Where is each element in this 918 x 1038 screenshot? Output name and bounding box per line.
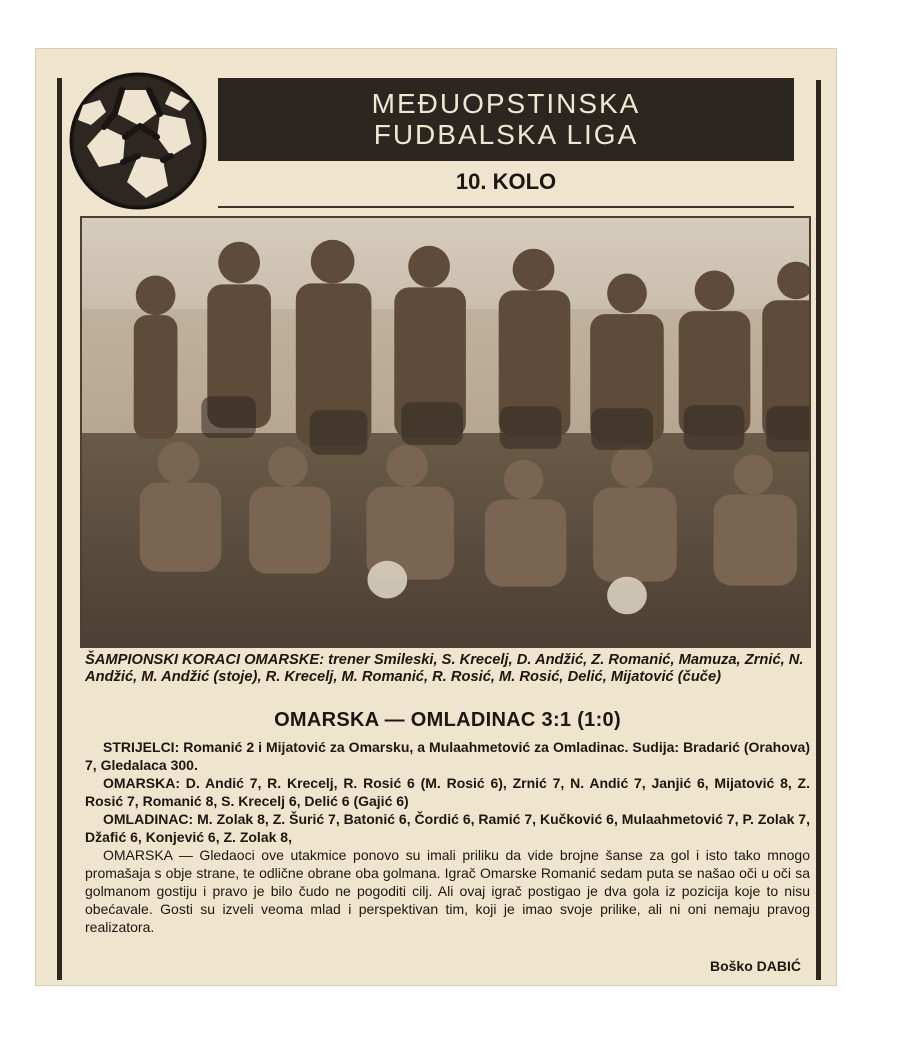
left-column-rule <box>57 78 62 980</box>
omarska-lineup-paragraph: OMARSKA: D. Andić 7, R. Krecelj, R. Rosić 6 (M. Rosić 6), Zrnić 7, N. Andić 7, Janjić 6, Mijatović 8, Z. Rosić 7, Romanić 8, S. Krecelj 6, Delić 6 (Gajić 6) <box>85 775 810 809</box>
photo-caption <box>85 652 810 686</box>
match-score-heading: OMARSKA — OMLADINAC 3:1 (1:0) <box>274 709 621 731</box>
right-column-rule <box>816 80 821 980</box>
scorers-paragraph: STRIJELCI: Romanić 2 i Mijatović za Omarsku, a Mulaahmetović za Omladinac. Sudija: Bradarić (Orahova) 7, Gledalaca 300. <box>85 739 810 773</box>
league-title-line-1: MEĐUOPSTINSKA <box>371 88 641 119</box>
league-title-line-2: FUDBALSKA LIGA <box>373 119 639 150</box>
newspaper-clipping <box>35 48 837 986</box>
match-summary-paragraph: OMARSKA — Gledaoci ove utakmice ponovo su imali priliku da vide brojne šanse za gol i isto tako mnogo promašaja s obje strane, te odlične obrane oba golmana. Igrač Omarske Romanić sedam puta se našao oči u oči sa golmanom gostiju i pravo je bilo čudo ne pogoditi cilj. Ali ovaj igrač postigao je dva gola iz pozicija koje to nisu obećavale. Gosti su izveli veoma mlad i perspektivan tim, koji je imao svoje prilike, ali ni oni nemaju pravog realizatora. <box>85 847 810 935</box>
author-signature: Boško DABIĆ <box>709 958 801 974</box>
match-report <box>85 738 810 936</box>
omladinac-lineup-paragraph: OMLADINAC: M. Zolak 8, Z. Šurić 7, Batonić 6, Čordić 6, Ramić 7, Kučković 6, Mulaahmetović 7, P. Zolak 7, Džafić 6, Konjević 6, Z. Zolak 8, <box>85 811 810 845</box>
league-banner <box>218 78 794 161</box>
round-heading: 10. KOLO <box>455 169 557 194</box>
soccer-ball-icon <box>67 70 209 212</box>
round-heading-rule <box>218 206 794 208</box>
caption-lead: ŠAMPIONSKI KORACI OMARSKE: <box>85 652 325 668</box>
team-photo <box>80 216 811 648</box>
caption-text: trener Smileski, S. Krecelj, D. Andžić, Z. Romanić, Mamuza, Zrnić, N. Andžić, M. Andžić (stoje), R. Krecelj, M. Romanić, R. Rosić, M. Rosić, Delić, Mijatović (čuče) <box>85 652 804 685</box>
